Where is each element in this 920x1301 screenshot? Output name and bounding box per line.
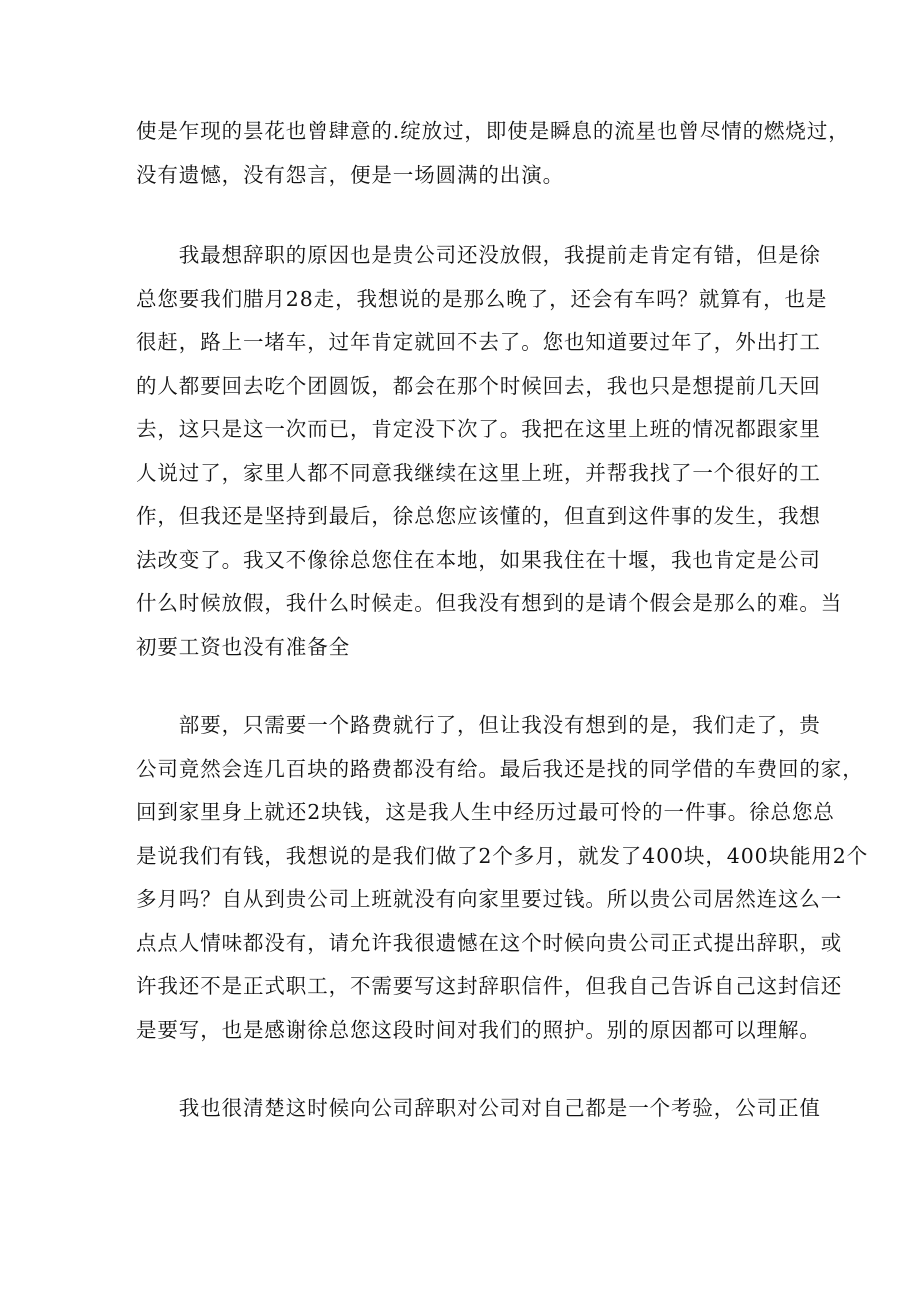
text-line: 是要写，也是感谢徐总您这段时间对我们的照护。别的原因都可以理解。 <box>136 1017 821 1042</box>
text-line: 什么时候放假，我什么时候走。但我没有想到的是请个假会是那么的难。当 <box>136 591 843 615</box>
text-line: 回到家里身上就还2块钱，这是我人生中经历过最可怜的一件事。徐总您总 <box>136 800 835 824</box>
document-page <box>136 110 869 1131</box>
text-line: 我也很清楚这时候向公司辞职对公司对自己都是一个考验，公司正值 <box>136 1096 821 1120</box>
text-line: 法改变了。我又不像徐总您住在本地，如果我住在十堰，我也肯定是公司 <box>136 547 821 572</box>
paragraph-4 <box>136 1087 821 1131</box>
text-line: 多月吗？自从到贵公司上班就没有向家里要过钱。所以贵公司居然连这么一 <box>136 887 843 911</box>
text-line: 初要工资也没有准备全 <box>136 634 350 659</box>
text-line: 没有遗憾，没有怨言，便是一场圆满的出演。 <box>136 162 564 187</box>
paragraph-1 <box>136 110 850 197</box>
text-line: 公司竟然会连几百块的路费都没有给。最后我还是找的同学借的车费回的家， <box>136 756 864 781</box>
text-line: 点点人情味都没有，请允许我很遗憾在这个时候向贵公司正式提出辞职，或 <box>136 930 843 955</box>
paragraph-3 <box>136 704 869 1052</box>
text-line: 去，这只是这一次而已，肯定没下次了。我把在这里上班的情况都跟家里 <box>136 417 821 441</box>
text-line: 作，但我还是坚持到最后，徐总您应该懂的，但直到这件事的发生，我想 <box>136 504 821 528</box>
paragraph-2 <box>136 234 843 669</box>
text-line: 部要，只需要一个路费就行了，但让我没有想到的是，我们走了，贵 <box>136 713 821 737</box>
text-line: 许我还不是正式职工，不需要写这封辞职信件，但我自己告诉自己这封信还 <box>136 974 843 998</box>
text-line: 人说过了，家里人都不同意我继续在这里上班，并帮我找了一个很好的工 <box>136 460 821 485</box>
text-line: 的人都要回去吃个团圆饭，都会在那个时候回去，我也只是想提前几天回 <box>136 373 821 398</box>
text-line: 总您要我们腊月28走，我想说的是那么晚了，还会有车吗？就算有，也是 <box>136 286 828 311</box>
text-line: 很赶，路上一堵车，过年肯定就回不去了。您也知道要过年了，外出打工 <box>136 330 821 354</box>
text-line: 使是乍现的昙花也曾肆意的.绽放过，即使是瞬息的流星也曾尽情的燃烧过， <box>136 119 850 143</box>
text-line: 是说我们有钱，我想说的是我们做了2个多月，就发了400块，400块能用2个 <box>136 843 869 868</box>
text-line: 我最想辞职的原因也是贵公司还没放假，我提前走肯定有错，但是徐 <box>136 243 821 267</box>
